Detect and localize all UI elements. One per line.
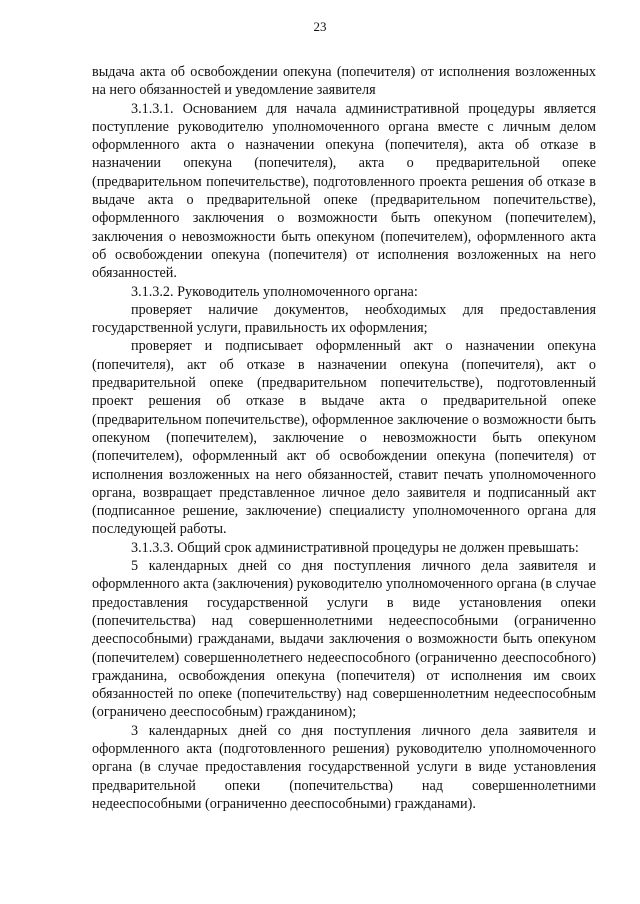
paragraph-three-days: 3 календарных дней со дня поступления личного дела заявителя и оформленного акта (подготовленного решения) руководителю уполномоченного органа (в случае предоставления государственной услуги в виде установления предварительной опеки (попечительства) над совершеннолетними недееспособными (ограниченно дееспособными) гражданами).: [92, 722, 596, 812]
paragraph-3-1-3-1: 3.1.3.1. Основанием для начала административной процедуры является поступление руководителю уполномоченного органа вместе с личным делом оформленного акта о назначении опекуна (попечителя), акта об отказе в назначении опекуна (попечителя), акта о предварительной опеке (предварительном попечительстве), подготовленного проекта решения об отказе в выдаче акта о предварительной опеке (предварительном попечительстве), оформленного заключения о возможности быть опекуном (попечителем), заключения о невозможности быть опекуном (попечителем), оформленного акта об освобождении опекуна (попечителя) от исполнения возложенных на него обязанностей.: [92, 100, 596, 282]
paragraph-checks-documents: проверяет наличие документов, необходимых для предоставления государственной услуги, правильность их оформления;: [92, 301, 596, 337]
paragraph-act-issuance: выдача акта об освобождении опекуна (попечителя) от исполнения возложенных на него обязанностей и уведомление заявителя: [92, 64, 596, 99]
document-body: [92, 63, 596, 813]
paragraph-3-1-3-2: 3.1.3.2. Руководитель уполномоченного органа:: [131, 283, 418, 300]
page-number: 23: [313, 19, 327, 34]
paragraph-five-days: 5 календарных дней со дня поступления личного дела заявителя и оформленного акта (заключения) руководителю уполномоченного органа (в случае предоставления государственной услуги в виде установления опеки (попечительства) над совершеннолетними недееспособными (ограниченно дееспособными) гражданами, выдачи заключения о возможности быть опекуном (попечителем) совершеннолетнего недееспособного (ограниченно дееспособного) гражданина, освобождения опекуна (попечителя) от исполнения им своих обязанностей по опеке (попечительству) над совершеннолетним недееспособным (ограничено дееспособным) гражданином);: [92, 558, 596, 721]
paragraph-3-1-3-3: 3.1.3.3. Общий срок административной процедуры не должен превышать:: [131, 539, 579, 556]
paragraph-checks-and-signs: проверяет и подписывает оформленный акт о назначении опекуна (попечителя), акт об отказе в назначении опекуна (попечителя), акт о предварительной опеке (предварительном попечительстве), подготовленный проект решения об отказе в выдаче акта о предварительной опеке (предварительном попечительстве), оформленное заключение о возможности быть опекуном (попечителем), заключение о невозможности быть опекуном (попечителем), оформленный акт об освобождении опекуна (попечителя) от исполнения возложенных на него обязанностей, ставит печать уполномоченного органа, возвращает представленное личное дело заявителя и подписанный акт (подписанное решение, заключение) специалисту уполномоченного органа для последующей работы.: [92, 338, 596, 538]
